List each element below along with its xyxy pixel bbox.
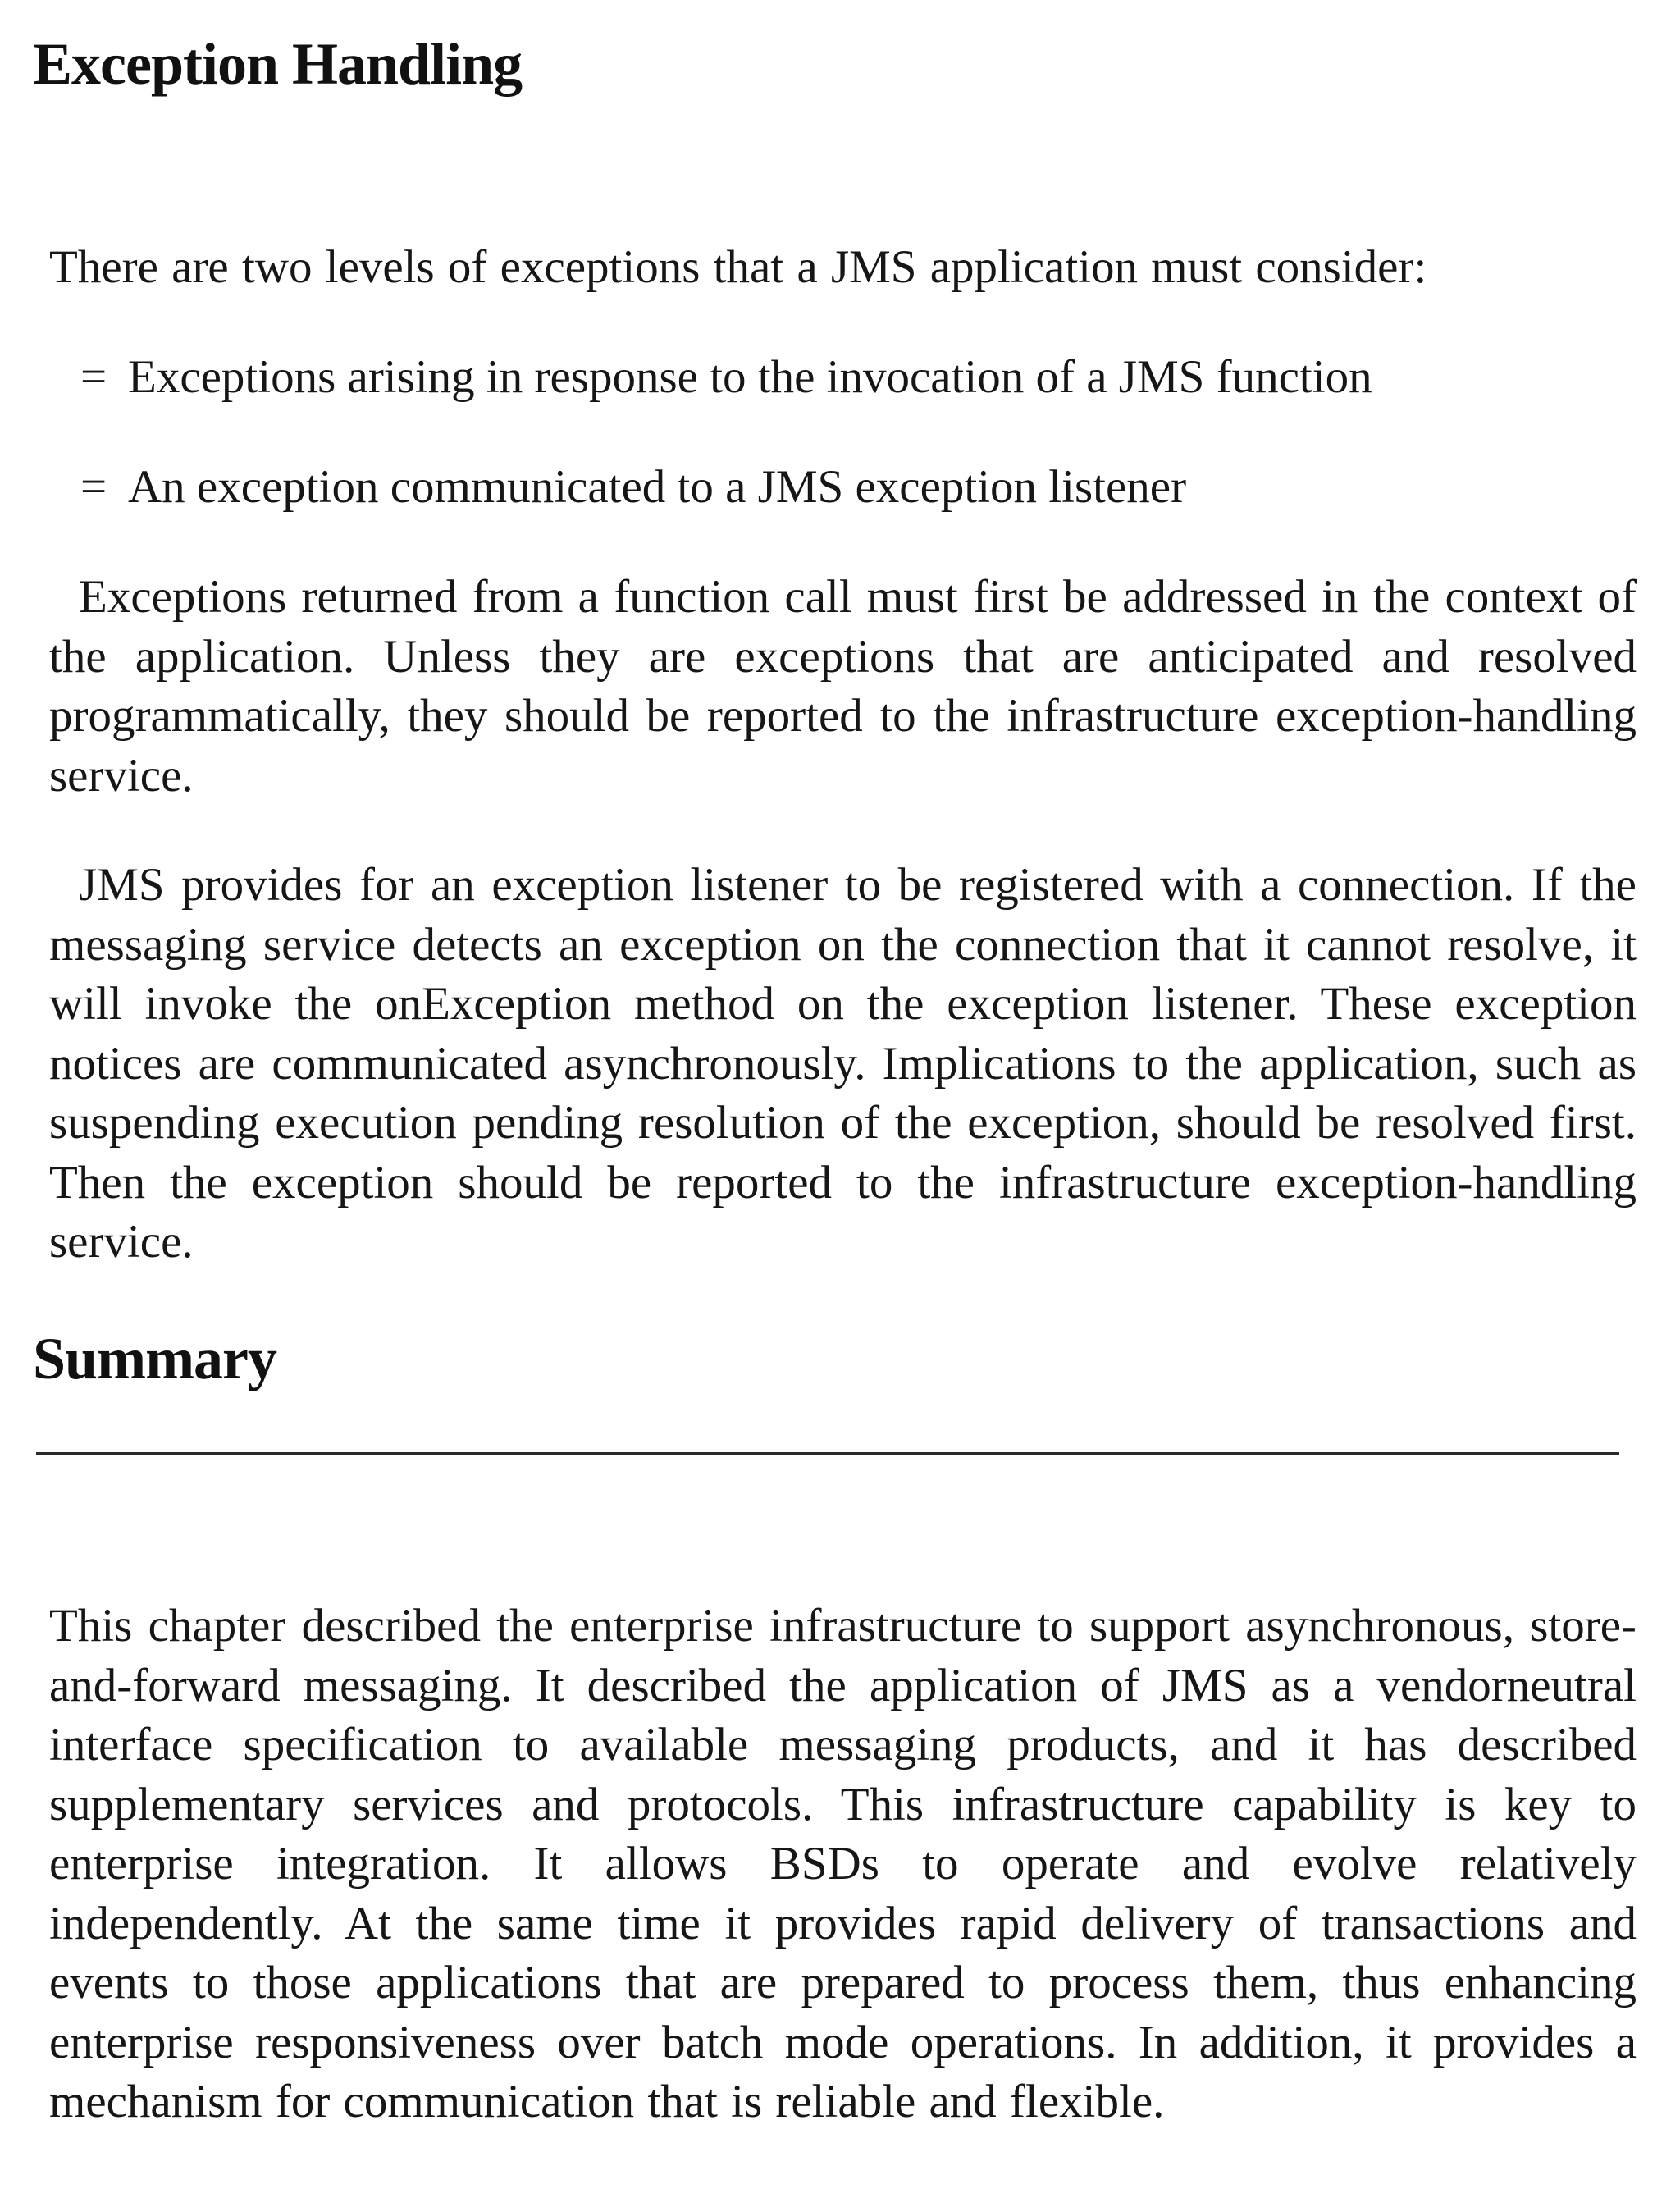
section-heading-summary: Summary xyxy=(33,1326,276,1391)
bullet-marker: = xyxy=(80,351,107,403)
section-heading-exception-handling: Exception Handling xyxy=(33,31,523,97)
function-call-exceptions-paragraph: Exceptions returned from a function call must first be addressed in the context of the application. Unless they are exceptions that are anticipated and resolved programmatically, they should be reported to the infrastructure exception-handling service. xyxy=(49,571,1637,802)
list-item-text: An exception communicated to a JMS exception listener xyxy=(128,461,1187,513)
list-item-text: Exceptions arising in response to the invocation of a JMS function xyxy=(128,351,1372,403)
summary-paragraph: This chapter described the enterprise infrastructure to support asynchronous, store-and-forward messaging. It described the application of JMS as a vendorneutral interface specification to available messaging products, and it has described supplementary services and protocols. This infrastructure capability is key to enterprise integration. It allows BSDs to operate and evolve relatively independently. At the same time it provides rapid delivery of transactions and events to those applications that are prepared to process them, thus enhancing enterprise responsiveness over batch mode operations. In addition, it provides a mechanism for communication that is reliable and flexible. xyxy=(49,1600,1637,2127)
heading-rule-divider xyxy=(36,1452,1619,1455)
bullet-marker: = xyxy=(80,461,107,513)
exception-listener-paragraph: JMS provides for an exception listener to be registered with a connection. If the messaging service detects an exception on the connection that it cannot resolve, it will invoke the onException method on the exception listener. These exception notices are communicated asynchronously. Implications to the application, such as suspending execution pending resolution of the exception, should be resolved first. Then the exception should be reported to the infrastructure exception-handling service. xyxy=(49,859,1637,1268)
list-item xyxy=(80,458,1623,518)
list-item xyxy=(80,348,1623,408)
intro-paragraph: There are two levels of exceptions that a JMS application must consider: xyxy=(49,241,1427,293)
